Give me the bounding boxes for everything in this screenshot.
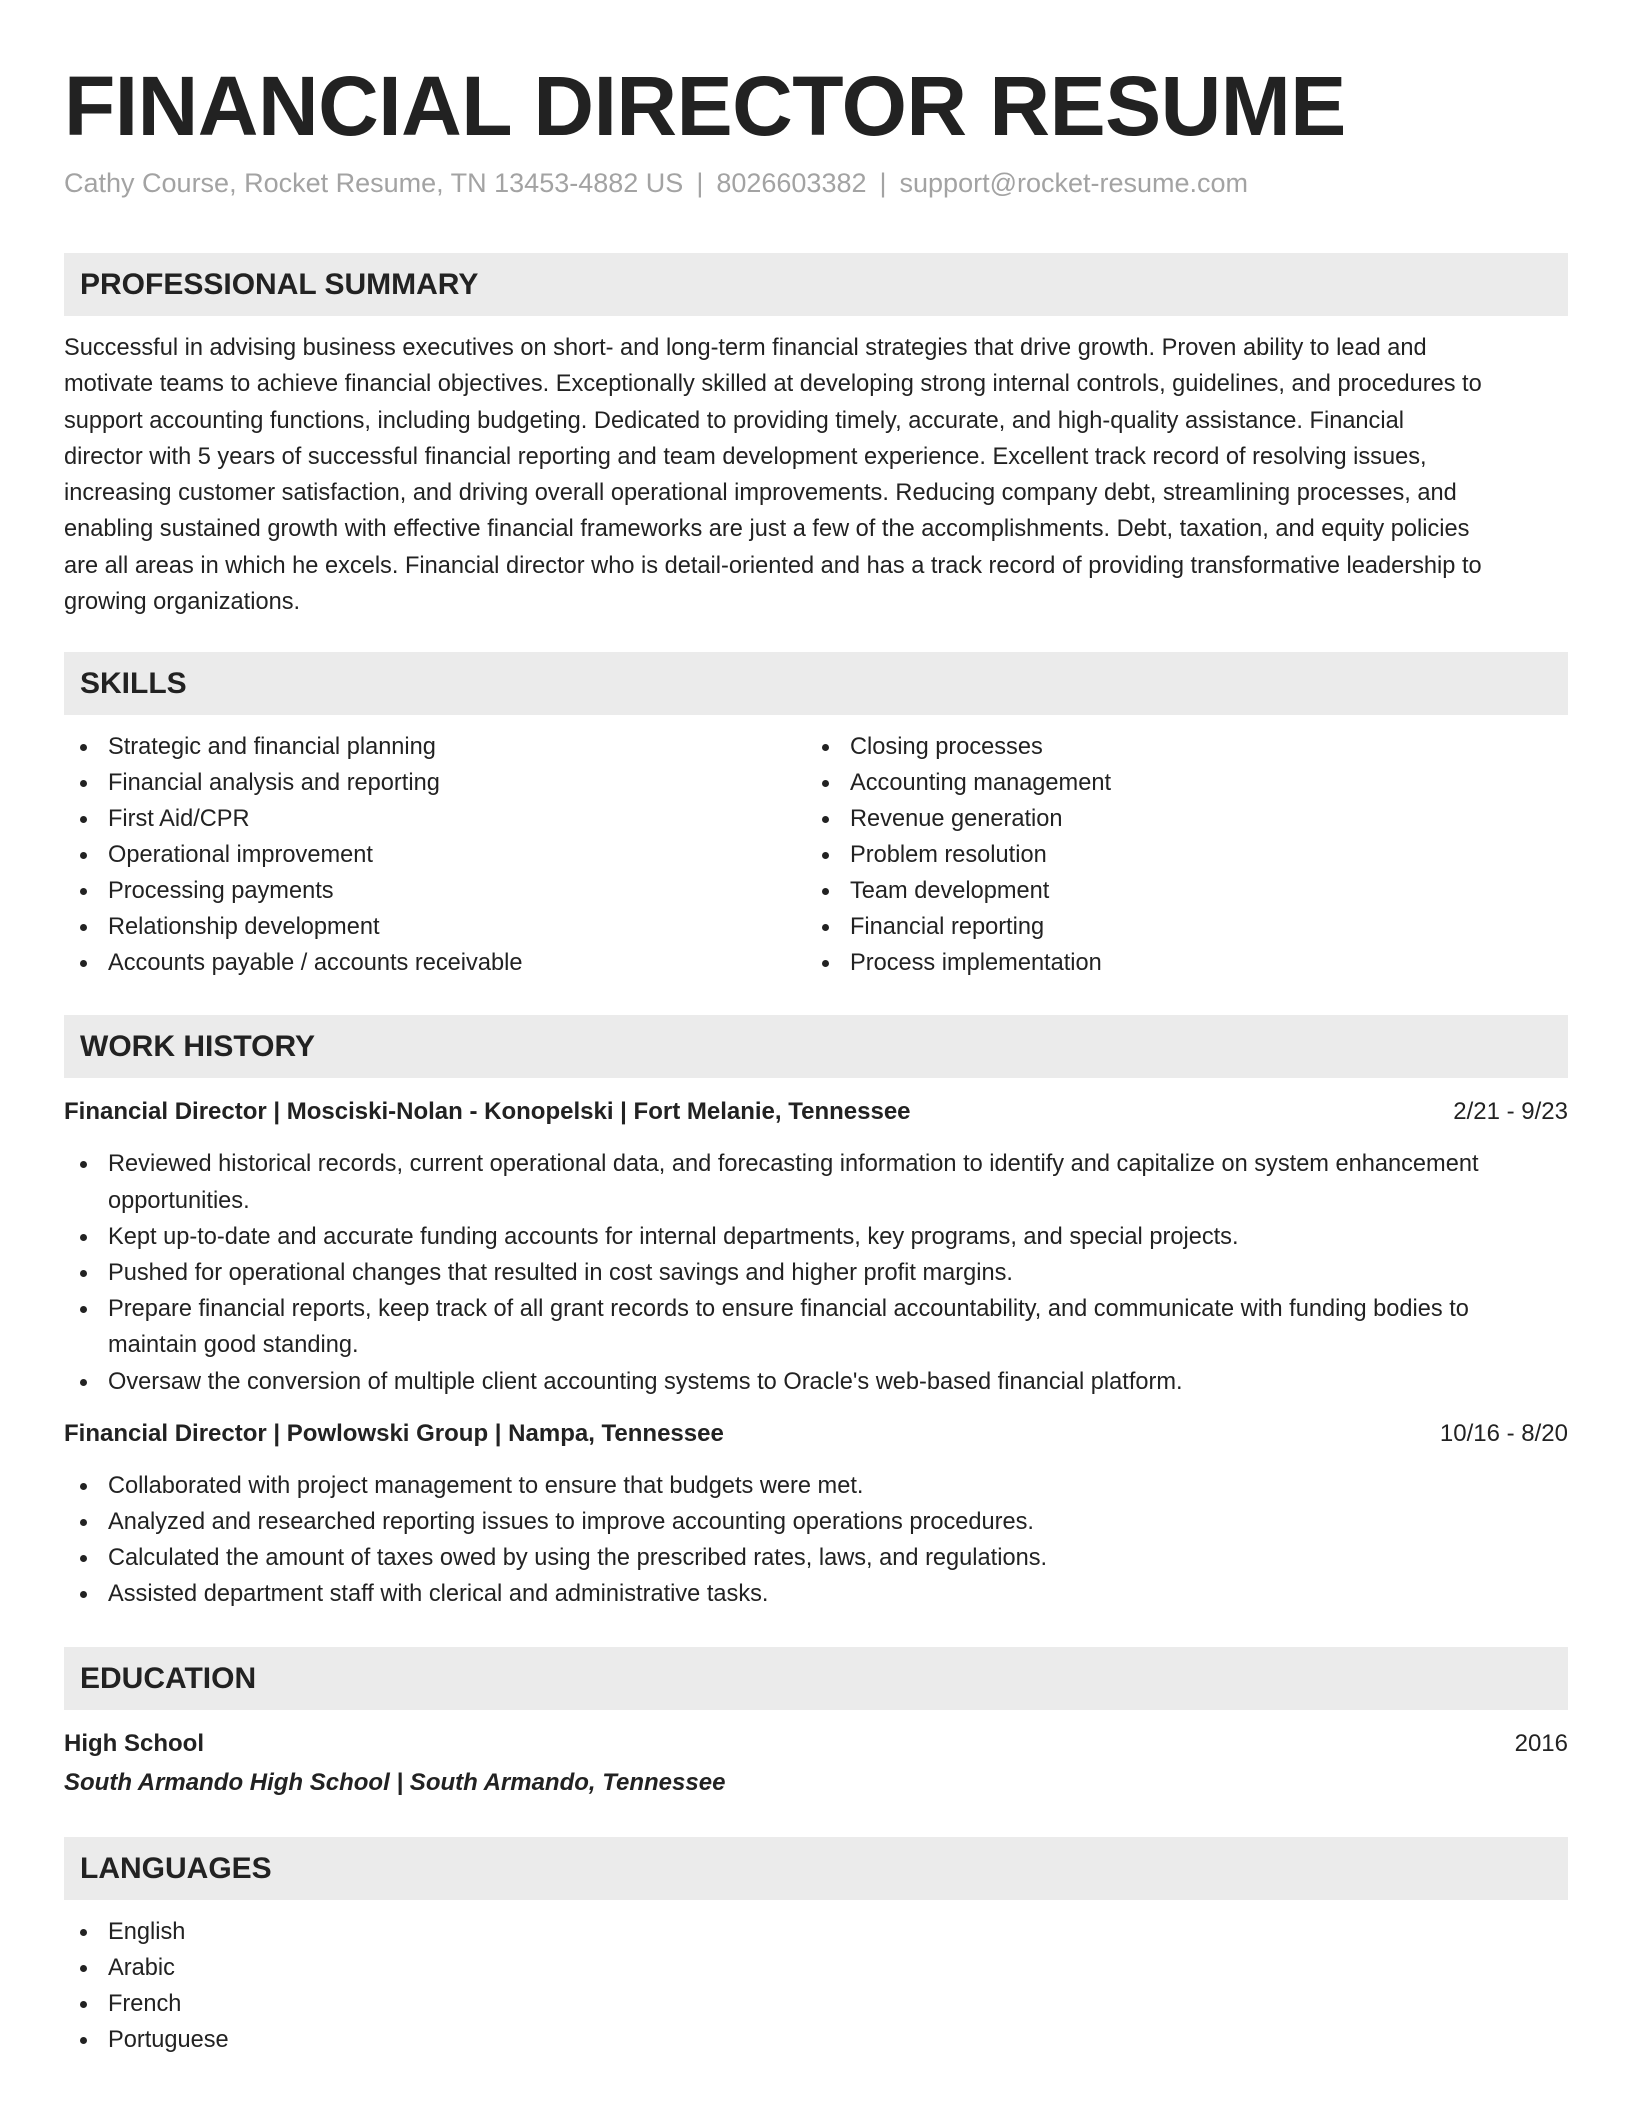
job-bullet-line: opportunities. [108, 1187, 250, 1214]
education-school: South Armando High School | South Armando, Tennessee [64, 1768, 726, 1796]
skills-column-left [64, 729, 806, 981]
resume-title: FINANCIAL DIRECTOR RESUME [64, 59, 1346, 153]
summary-paragraph [64, 330, 1568, 620]
contact-line [64, 163, 1568, 203]
contact-address: Cathy Course, Rocket Resume, TN 13453-4882 US [64, 168, 684, 198]
job-bullet-line: Reviewed historical records, current operational data, and forecasting information to identify and capitalize on system enhancement [108, 1151, 1479, 1178]
section-heading-skills: SKILLS [64, 652, 1568, 715]
skill-item: Financial analysis and reporting [64, 765, 806, 801]
contact-separator: | [696, 168, 704, 198]
job-header [64, 1094, 1568, 1130]
skill-item: Strategic and financial planning [64, 729, 806, 765]
job-dates: 10/16 - 8/20 [1439, 1419, 1568, 1447]
job-title: Financial Director | Mosciski-Nolan - Konopelski | Fort Melanie, Tennessee [64, 1098, 911, 1126]
skill-item: Process implementation [806, 945, 1548, 981]
summary-line: are all areas in which he excels. Financial director who is detail-oriented and has a track record of providing transformative leadership to [64, 552, 1482, 579]
section-heading-languages: LANGUAGES [64, 1837, 1568, 1900]
job-bullet: Pushed for operational changes that resulted in cost savings and higher profit margins. [64, 1255, 1568, 1291]
job-header [64, 1416, 1568, 1452]
job-bullet: Calculated the amount of taxes owed by using the prescribed rates, laws, and regulations. [64, 1540, 1568, 1576]
job-entry [64, 1416, 1568, 1613]
skill-item: Operational improvement [64, 837, 806, 873]
job-bullet: Oversaw the conversion of multiple client accounting systems to Oracle's web-based financial platform. [64, 1364, 1568, 1400]
language-item: Arabic [64, 1950, 1568, 1986]
skill-item: Processing payments [64, 873, 806, 909]
job-bullet-line: maintain good standing. [108, 1332, 359, 1359]
summary-line: support accounting functions, including budgeting. Dedicated to providing timely, accurate, and high-quality assistance. Financial [64, 407, 1404, 434]
summary-line: enabling sustained growth with effective financial frameworks are just a few of the accomplishments. Debt, taxation, and equity policies [64, 516, 1470, 543]
skill-item: First Aid/CPR [64, 801, 806, 837]
summary-line: Successful in advising business executives on short- and long-term financial strategies that drive growth. Proven ability to lead and [64, 335, 1427, 361]
skill-item: Closing processes [806, 729, 1548, 765]
summary-line: director with 5 years of successful financial reporting and team development experience. Excellent track record of resolving issues, [64, 443, 1427, 470]
job-entry [64, 1094, 1568, 1399]
job-title: Financial Director | Powlowski Group | Nampa, Tennessee [64, 1419, 724, 1447]
skills-list [64, 729, 1568, 981]
language-item: English [64, 1914, 1568, 1950]
language-item: Portuguese [64, 2022, 1568, 2058]
job-bullets [64, 1146, 1568, 1399]
skill-item: Problem resolution [806, 837, 1548, 873]
contact-email: support@rocket-resume.com [899, 168, 1249, 198]
job-bullets [64, 1468, 1568, 1613]
job-bullet [64, 1146, 1568, 1218]
contact-separator: | [879, 168, 887, 198]
job-bullet [64, 1291, 1568, 1363]
skill-item: Team development [806, 873, 1548, 909]
skill-item: Financial reporting [806, 909, 1548, 945]
job-dates: 2/21 - 9/23 [1453, 1098, 1568, 1126]
skill-item: Revenue generation [806, 801, 1548, 837]
education-year: 2016 [1514, 1729, 1568, 1757]
job-bullet: Collaborated with project management to ensure that budgets were met. [64, 1468, 1568, 1504]
summary-line: increasing customer satisfaction, and driving overall operational improvements. Reducing company debt, streamlining processes, and [64, 480, 1457, 507]
section-heading-education: EDUCATION [64, 1647, 1568, 1710]
section-heading-work-history: WORK HISTORY [64, 1015, 1568, 1078]
languages-list [64, 1914, 1568, 2058]
skills-column-right [806, 729, 1548, 981]
job-bullet: Analyzed and researched reporting issues to improve accounting operations procedures. [64, 1504, 1568, 1540]
summary-line: motivate teams to achieve financial objectives. Exceptionally skilled at developing strong internal controls, guidelines, and procedures to [64, 371, 1482, 398]
contact-phone: 8026603382 [716, 168, 867, 198]
education-degree: High School [64, 1729, 204, 1757]
section-heading-summary: PROFESSIONAL SUMMARY [64, 253, 1568, 316]
skill-item: Accounting management [806, 765, 1548, 801]
skill-item: Accounts payable / accounts receivable [64, 945, 806, 981]
language-item: French [64, 1986, 1568, 2022]
summary-line: growing organizations. [64, 589, 301, 616]
job-bullet: Assisted department staff with clerical and administrative tasks. [64, 1576, 1568, 1612]
job-bullet: Kept up-to-date and accurate funding accounts for internal departments, key programs, and special projects. [64, 1219, 1568, 1255]
job-bullet-line: Prepare financial reports, keep track of all grant records to ensure financial accountability, and communicate with funding bodies to [108, 1296, 1469, 1323]
education-header [64, 1726, 1568, 1762]
skill-item: Relationship development [64, 909, 806, 945]
